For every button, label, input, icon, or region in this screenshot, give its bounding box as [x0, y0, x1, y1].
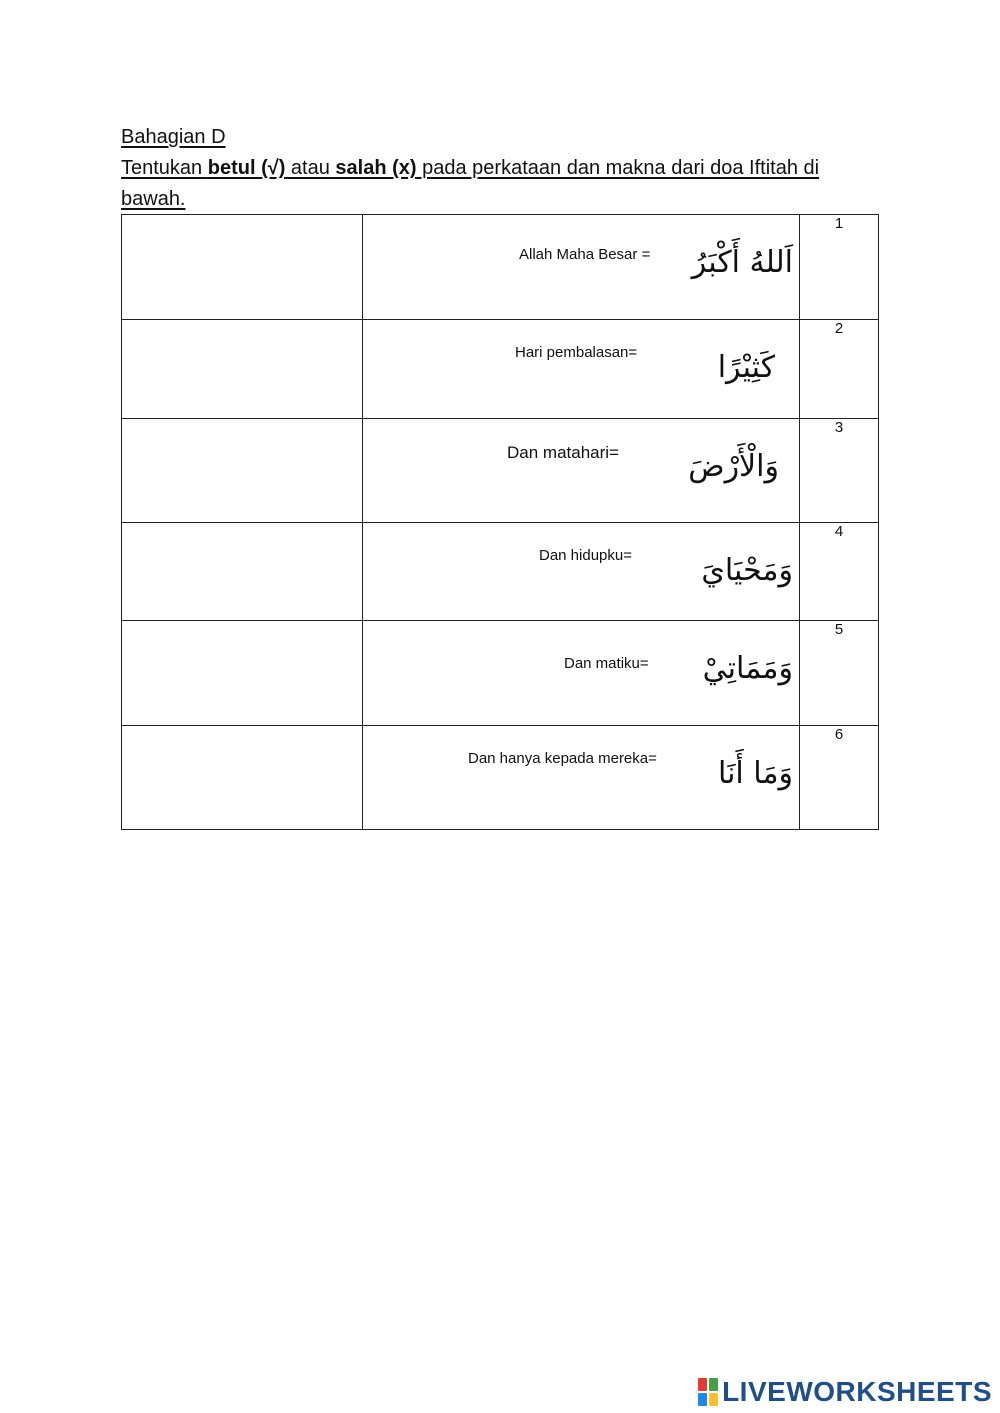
arabic-word: وَمَمَاتِيْ [702, 651, 793, 686]
worksheet-table [121, 214, 879, 830]
table-row [122, 215, 879, 320]
table-row [122, 523, 879, 621]
item-number: 4 [800, 523, 879, 621]
arabic-word: كَثِيْرًا [717, 350, 775, 385]
answer-box-5[interactable] [122, 621, 363, 726]
instruction-part1: Tentukan [121, 157, 208, 179]
item-number: 5 [800, 621, 879, 726]
meaning-text: Dan matahari= [507, 443, 619, 462]
instruction-part2: atau [285, 157, 336, 179]
table-row [122, 621, 879, 726]
answer-box-1[interactable] [122, 215, 363, 320]
instruction-part3: pada perkataan dan makna dari doa Iftitah di bawah. [121, 157, 820, 210]
answer-box-3[interactable] [122, 419, 363, 523]
meaning-text: Dan hidupku= [539, 547, 632, 564]
arabic-word: وَالْأَرْضَ [688, 449, 779, 484]
liveworksheets-logo [698, 1375, 992, 1409]
table-row [122, 419, 879, 523]
logo-block [698, 1378, 707, 1391]
item-number: 1 [800, 215, 879, 320]
item-number: 3 [800, 419, 879, 523]
item-number: 2 [800, 320, 879, 419]
answer-box-4[interactable] [122, 523, 363, 621]
item-content-3 [363, 419, 800, 523]
table-row [122, 320, 879, 419]
item-content-2 [363, 320, 800, 419]
logo-block [698, 1393, 707, 1406]
meaning-text: Dan matiku= [564, 655, 649, 672]
item-content-4 [363, 523, 800, 621]
arabic-word: وَمَا أَنَا [717, 756, 793, 791]
logo-text: LIVEWORKSHEETS [722, 1376, 992, 1407]
logo-block [709, 1378, 718, 1391]
table-row [122, 726, 879, 830]
meaning-text: Allah Maha Besar = [519, 246, 651, 263]
item-content-1 [363, 215, 800, 320]
meaning-text: Hari pembalasan= [515, 344, 638, 361]
instruction-salah: salah (x) [335, 157, 417, 179]
instruction-betul: betul (√) [207, 157, 286, 179]
answer-box-2[interactable] [122, 320, 363, 419]
item-content-5 [363, 621, 800, 726]
answer-box-6[interactable] [122, 726, 363, 830]
section-title: Bahagian D [121, 126, 226, 148]
item-content-6 [363, 726, 800, 830]
worksheet-heading [121, 122, 881, 215]
instruction-text [121, 153, 881, 215]
logo-block [709, 1393, 718, 1406]
meaning-text: Dan hanya kepada mereka= [468, 750, 657, 767]
arabic-word: اَللهُ أَكْبَرُ [691, 245, 793, 280]
arabic-word: وَمَحْيَايَ [701, 553, 793, 588]
item-number: 6 [800, 726, 879, 830]
logo-blocks-icon [698, 1378, 718, 1406]
